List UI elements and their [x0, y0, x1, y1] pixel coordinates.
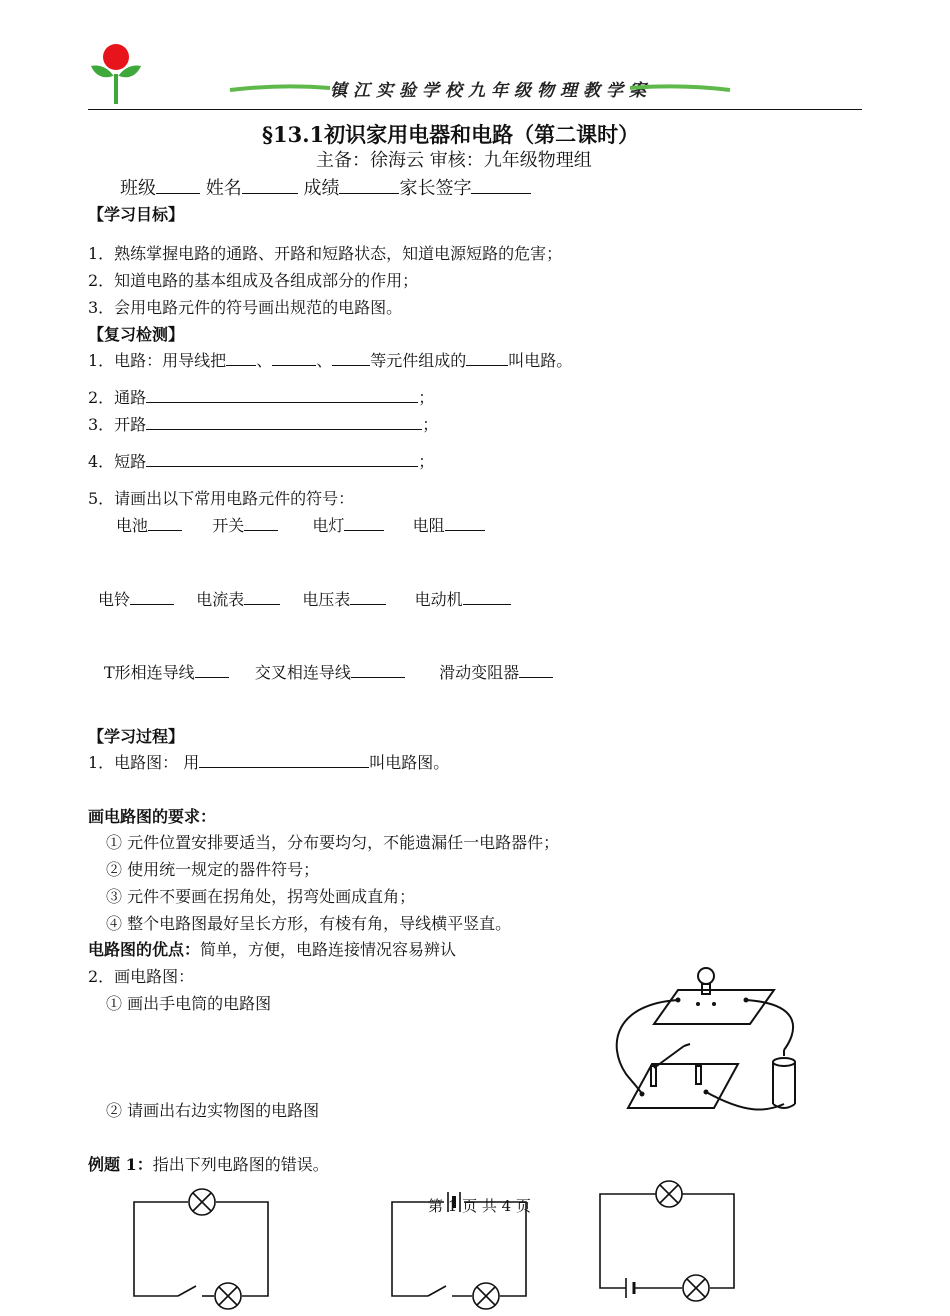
review-heading: 【复习检测】	[88, 325, 185, 344]
symbol-blank[interactable]	[148, 516, 182, 531]
advantage-text: 简单，方便，电路连接情况容易辨认	[200, 940, 457, 959]
requirements-heading: 画电路图的要求：	[88, 807, 217, 826]
goal-item: 2．知道电路的基本组成及各组成部分的作用；	[88, 271, 419, 290]
name-label: 姓名	[205, 178, 242, 199]
process-p2: 2．画电路图：	[88, 967, 195, 986]
q1-sep: 、	[316, 351, 333, 370]
goal-item: 3．会用电路元件的符号画出规范的电路图。	[88, 298, 403, 317]
q2-label: 2．通路	[88, 388, 147, 407]
example-line	[88, 1152, 329, 1175]
symbol-row-2	[98, 587, 511, 610]
class-label: 班级	[120, 178, 156, 199]
goals-heading: 【学习目标】	[88, 205, 185, 224]
symbol-blank[interactable]	[344, 516, 384, 531]
name-blank[interactable]	[242, 179, 298, 194]
process-heading: 【学习过程】	[88, 727, 185, 746]
q1-text-b: 等元件组成的	[370, 351, 467, 370]
review-q5: 5．请画出以下常用电路元件的符号：	[88, 489, 355, 508]
q3-blank[interactable]	[146, 415, 422, 430]
q2-end: ；	[418, 388, 435, 407]
goal-item: 1．熟练掌握电路的通路、开路和短路状态，知道电源短路的危害；	[88, 244, 563, 263]
review-q4	[88, 449, 434, 472]
example-text: 指出下列电路图的错误。	[152, 1155, 329, 1174]
q3-label: 3．开路	[88, 415, 147, 434]
review-q3	[88, 412, 438, 435]
symbol-label: 电铃	[98, 590, 131, 609]
symbol-label: 电池	[116, 516, 149, 535]
q4-blank[interactable]	[146, 452, 418, 467]
requirement-item: ③ 元件不要画在拐角处，拐弯处画成直角；	[106, 887, 416, 906]
symbol-blank[interactable]	[445, 516, 485, 531]
class-blank[interactable]	[156, 179, 200, 194]
q1-blank-3[interactable]	[332, 351, 370, 366]
header-rule	[88, 109, 862, 110]
p1-text-b: 叫电路图。	[369, 753, 450, 772]
q1-blank-4[interactable]	[466, 351, 508, 366]
parent-blank[interactable]	[471, 179, 531, 194]
symbol-blank[interactable]	[463, 590, 511, 605]
symbol-label: T形相连导线	[104, 663, 195, 682]
requirement-item: ④ 整个电路图最好呈长方形，有棱有角，导线横平竖直。	[106, 914, 512, 933]
symbol-blank[interactable]	[195, 663, 229, 678]
circuit-diagram-3	[596, 1180, 746, 1312]
advantage-line	[88, 937, 456, 960]
p1-blank[interactable]	[199, 753, 369, 768]
q3-end: ；	[422, 415, 439, 434]
symbol-label: 电压表	[302, 590, 351, 609]
symbol-row-3	[104, 660, 553, 683]
parent-label: 家长签字	[399, 178, 472, 199]
q2-blank[interactable]	[146, 388, 418, 403]
process-p1	[88, 750, 449, 773]
symbol-blank[interactable]	[244, 516, 278, 531]
advantage-label: 电路图的优点：	[88, 940, 201, 959]
symbol-label: 滑动变阻器	[439, 663, 520, 682]
symbol-label: 电动机	[414, 590, 463, 609]
review-q1	[88, 348, 572, 371]
symbol-label: 开关	[212, 516, 245, 535]
review-q2	[88, 385, 434, 408]
requirement-item: ② 使用统一规定的器件符号；	[106, 860, 320, 879]
school-title: 镇江实验学校九年级物理教学案	[330, 81, 652, 101]
q1-blank-2[interactable]	[272, 351, 316, 366]
requirement-item: ① 元件位置安排要适当，分布要均匀，不能遗漏任一电路器件；	[106, 833, 560, 852]
q1-text-c: 叫电路。	[508, 351, 573, 370]
process-p2-b: ② 请画出右边实物图的电路图	[106, 1101, 320, 1120]
process-p2-a: ① 画出手电筒的电路图	[106, 994, 272, 1013]
symbol-blank[interactable]	[130, 590, 174, 605]
authors-line: 主备：徐海云 审核：九年级物理组	[316, 150, 592, 171]
q1-text-a: 1．电路：用导线把	[88, 351, 227, 370]
symbol-label: 电阻	[412, 516, 445, 535]
p1-text-a: 1．电路图： 用	[88, 753, 200, 772]
page-number: 第 1 页 共 4 页	[428, 1197, 531, 1215]
header-swoosh-right	[630, 84, 730, 94]
symbol-blank[interactable]	[351, 663, 405, 678]
circuit-diagram-1	[130, 1184, 280, 1316]
q4-end: ；	[418, 452, 435, 471]
symbol-blank[interactable]	[244, 590, 280, 605]
q1-blank-1[interactable]	[226, 351, 256, 366]
score-label: 成绩	[303, 178, 340, 199]
example-label: 例题 1：	[88, 1155, 153, 1174]
q4-label: 4．短路	[88, 452, 147, 471]
school-logo	[88, 40, 148, 108]
symbol-row-1	[116, 513, 485, 536]
header-swoosh-left	[230, 84, 330, 94]
symbol-label: 交叉相连导线	[254, 663, 351, 682]
symbol-label: 电灯	[312, 516, 345, 535]
q1-sep: 、	[256, 351, 273, 370]
physical-circuit-figure	[606, 964, 816, 1124]
page-title: §13.1初识家用电器和电路（第二课时）	[262, 122, 640, 147]
symbol-label: 电流表	[196, 590, 245, 609]
student-info-line	[120, 174, 531, 200]
symbol-blank[interactable]	[519, 663, 553, 678]
symbol-blank[interactable]	[350, 590, 386, 605]
score-blank[interactable]	[339, 179, 399, 194]
